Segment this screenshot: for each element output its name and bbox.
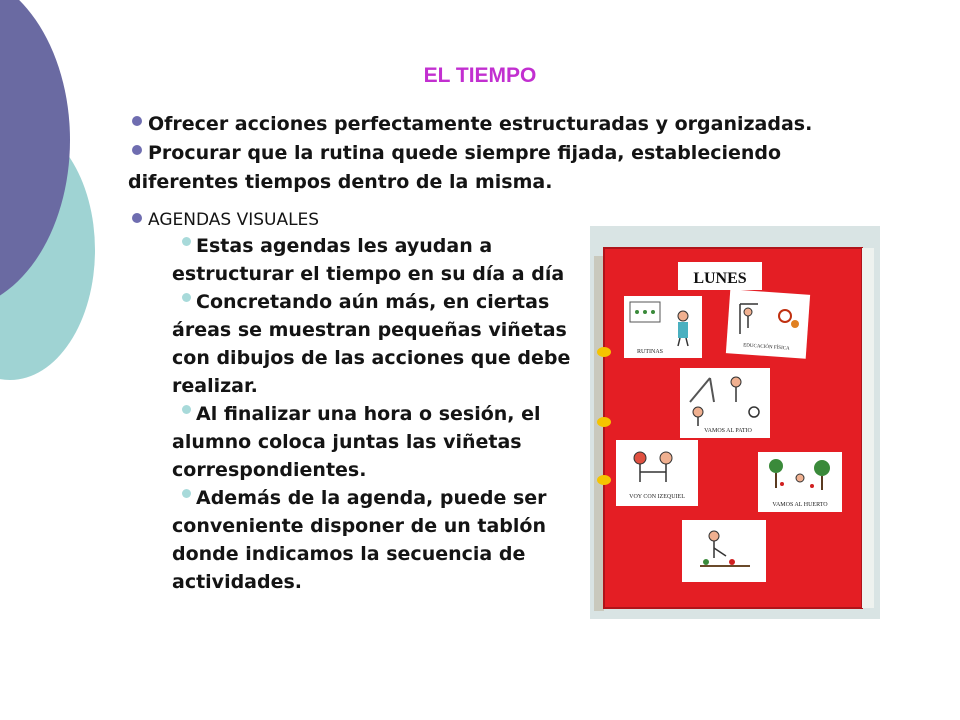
bullet-item (128, 110, 878, 139)
sub-bullet-text: Además de la agenda, puede ser conveniente disponer de un tablón donde indicamos la secuencia de actividades. (172, 487, 547, 593)
card-label: VOY CON IZEQUIEL (629, 494, 685, 500)
agendas-heading: AGENDAS VISUALES (148, 210, 320, 230)
sub-bullet-dot-icon (182, 489, 191, 498)
sub-bullet-item (172, 232, 572, 288)
card-label: EDUCACIÓN FÍSICA (742, 343, 790, 352)
bullet-dot-icon (132, 213, 142, 223)
sub-bullet-text: Estas agendas les ayudan a estructurar el tiempo en su día a día (172, 235, 565, 285)
bullet-text: Ofrecer acciones perfectamente estructuradas y organizadas. (148, 113, 813, 135)
sub-bullet-text: Al finalizar una hora o sesión, el alumno coloca juntas las viñetas correspondientes. (172, 403, 541, 481)
card-vamos-al-huerto (758, 452, 842, 512)
card-planting (682, 520, 766, 582)
agendas-section (128, 207, 428, 233)
bullet-item (128, 139, 878, 197)
card-educacion-fisica (726, 289, 810, 358)
card-vamos-al-patio (680, 368, 770, 438)
sub-bullet-item (172, 288, 572, 400)
bullet-dot-icon (132, 145, 142, 155)
card-voy-con-izequiel (616, 440, 698, 506)
sub-bullet-dot-icon (182, 293, 191, 302)
sub-bullet-item (172, 484, 572, 596)
sub-bullet-dot-icon (182, 405, 191, 414)
bullet-text: Procurar que la rutina quede siempre fijada, estableciendo diferentes tiempos dentro de la misma. (128, 142, 782, 193)
card-rutinas (624, 296, 702, 358)
slide-title: EL TIEMPO (423, 64, 537, 87)
agenda-board-photo (590, 226, 880, 619)
agendas-bullets (172, 232, 572, 596)
card-label: VAMOS AL HUERTO (772, 502, 828, 508)
sub-bullet-text: Concretando aún más, en ciertas áreas se muestran pequeñas viñetas con dibujos de las acciones que debe realizar. (172, 291, 571, 397)
card-label: RUTINAS (636, 349, 664, 355)
card-label: VAMOS AL PATIO (704, 428, 752, 434)
board-label: LUNES (693, 270, 747, 287)
sub-bullet-item (172, 400, 572, 484)
sub-bullet-dot-icon (182, 237, 191, 246)
intro-bullets (128, 110, 878, 197)
bullet-dot-icon (132, 116, 142, 126)
